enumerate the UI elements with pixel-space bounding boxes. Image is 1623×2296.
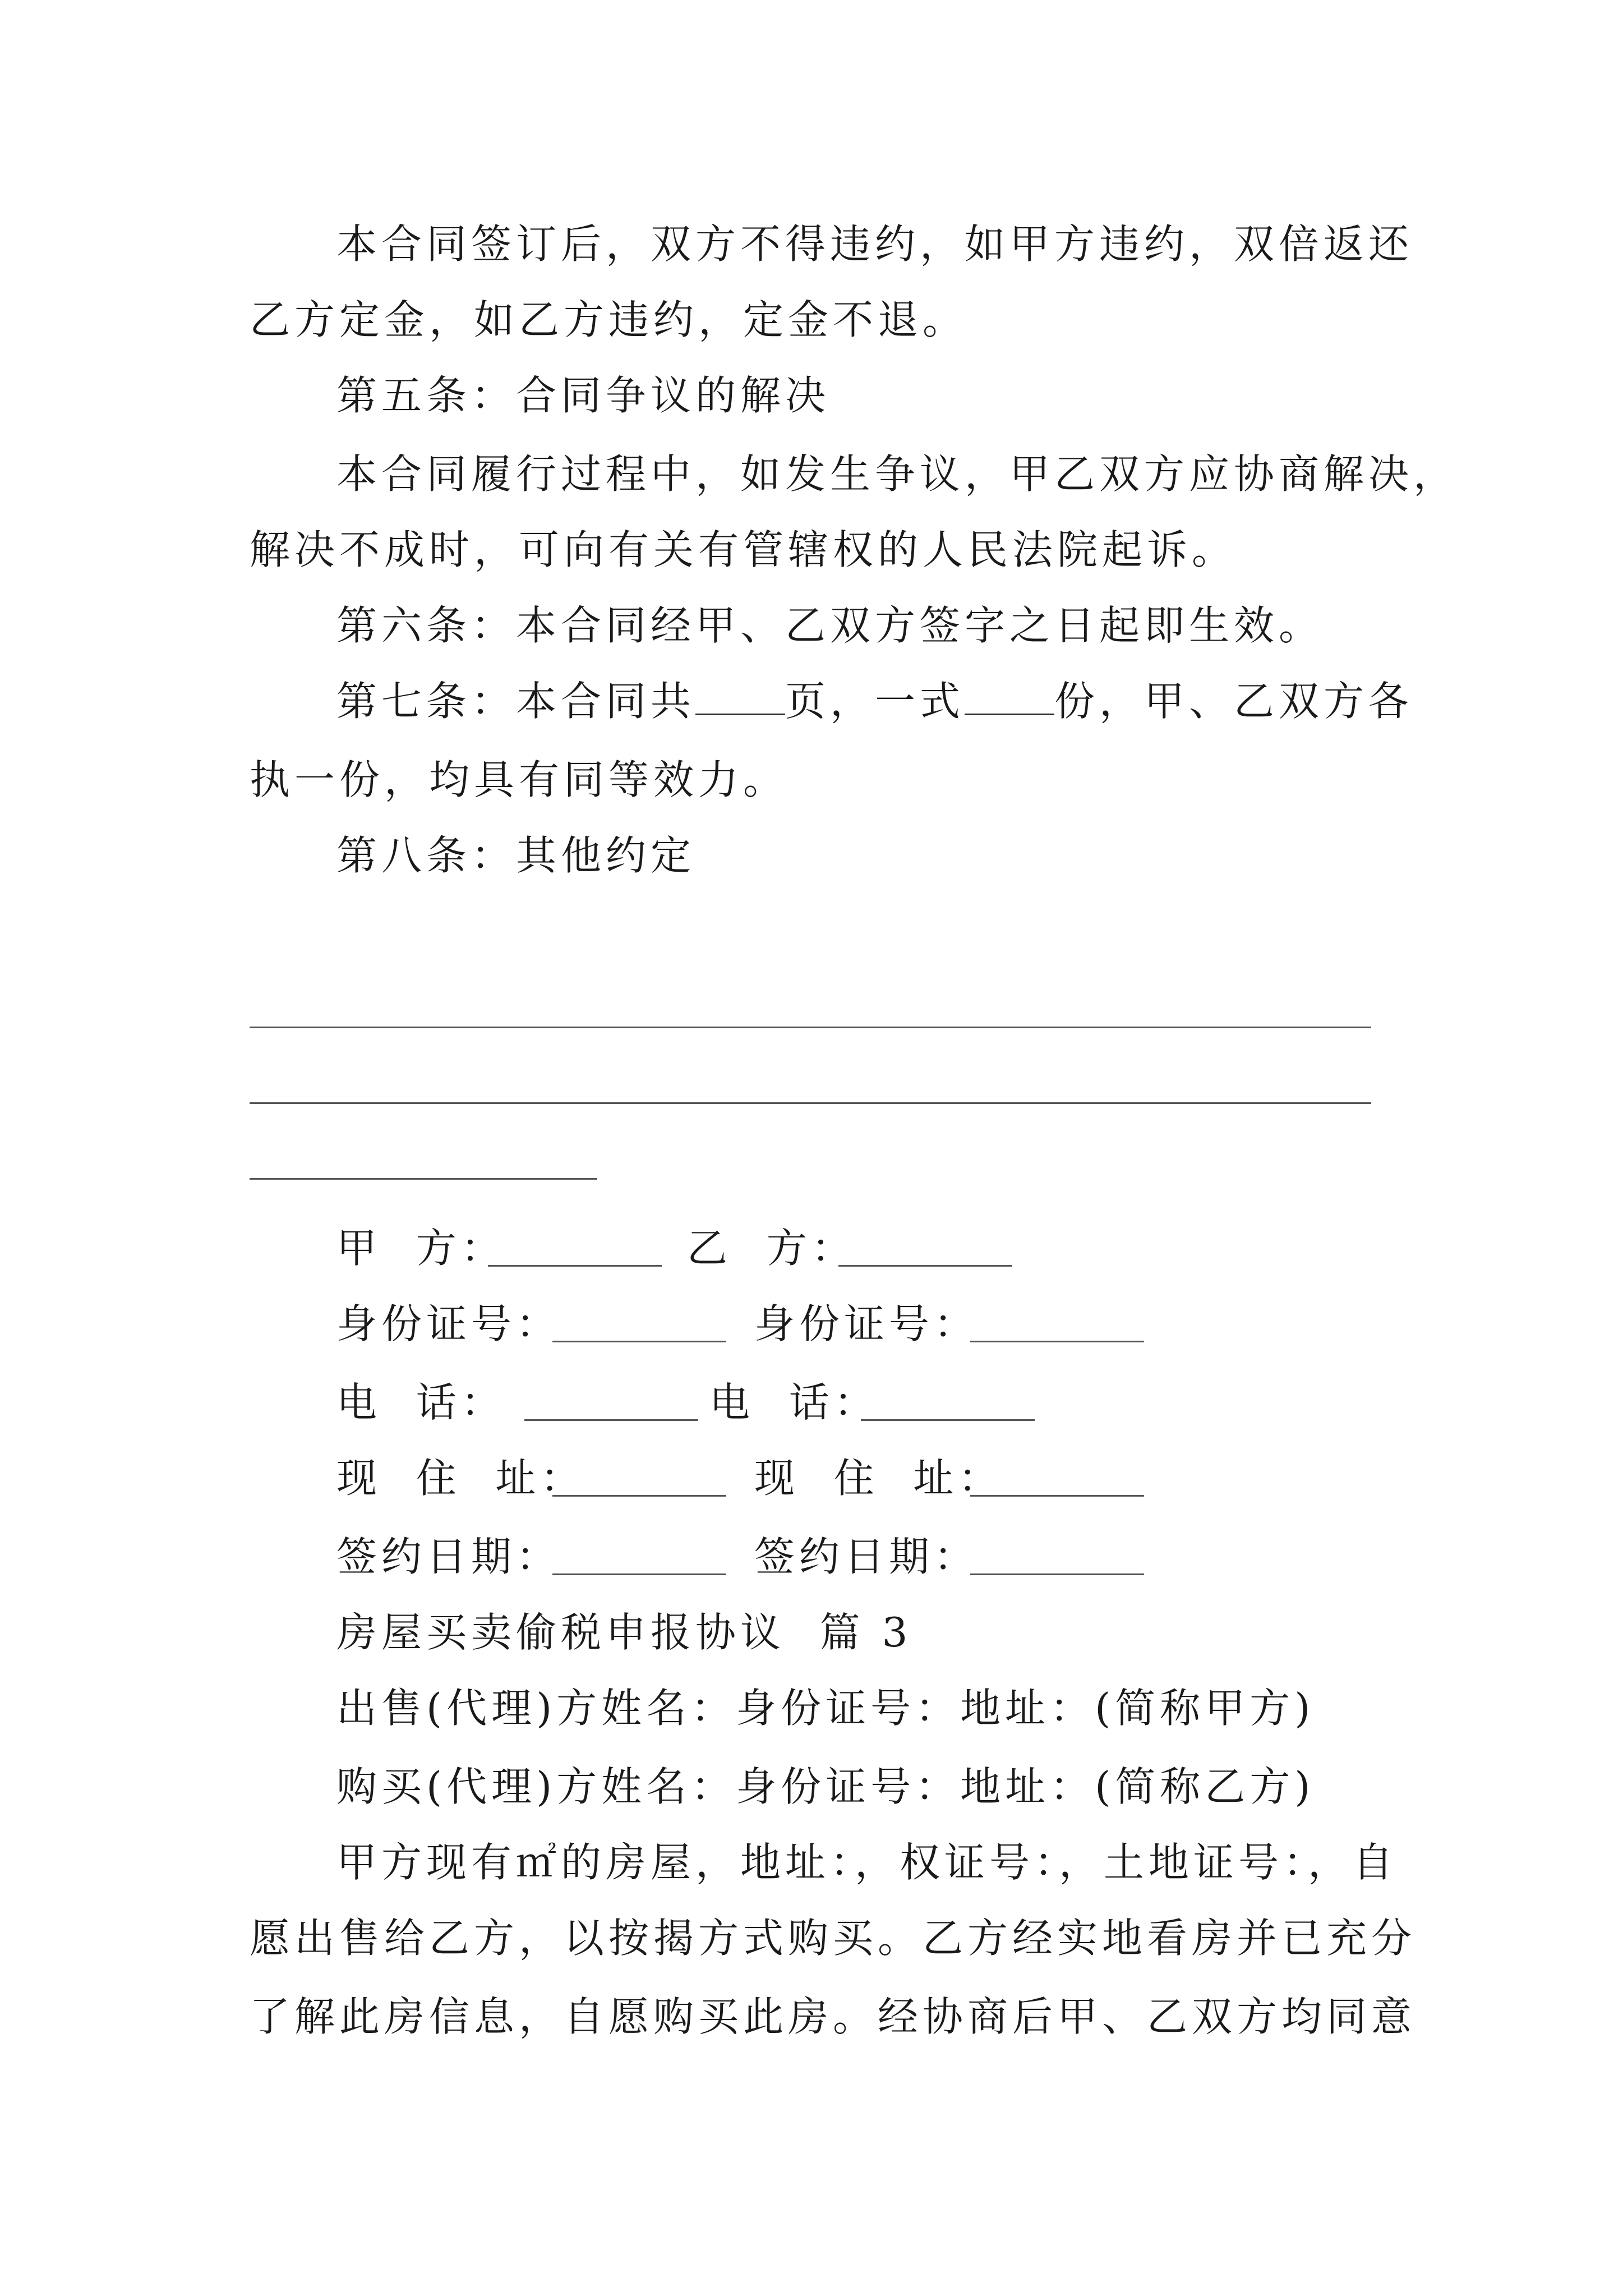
signature-row-address xyxy=(336,1450,1346,1506)
article-7-part-c: 份，甲、乙双方各 xyxy=(1054,678,1414,725)
address-b-blank xyxy=(970,1495,1144,1497)
party-a-label: 甲 方： xyxy=(336,1225,506,1272)
party-b-blank xyxy=(838,1265,1012,1267)
copy-count-blank xyxy=(965,680,1054,715)
paragraph-dispute-line1: 本合同履行过程中，如发生争议，甲乙双方应协商解决， xyxy=(336,450,1459,498)
signature-row-party xyxy=(336,1220,1346,1276)
signature-row-date xyxy=(336,1529,1346,1585)
section-3-title: 房屋买卖偷税申报协议 篇 3 xyxy=(336,1609,912,1656)
article-7-part-a: 第七条：本合同共 xyxy=(336,678,696,725)
signature-row-phone xyxy=(336,1374,1346,1430)
article-5-heading: 第五条：合同争议的解决 xyxy=(336,372,831,419)
other-terms-rule-3 xyxy=(250,1178,597,1180)
other-terms-rule-2 xyxy=(250,1102,1371,1104)
id-b-blank xyxy=(970,1341,1144,1342)
paragraph-dispute-line2: 解决不成时，可向有关有管辖权的人民法院起诉。 xyxy=(250,526,1237,573)
property-paragraph-line1: 甲方现有㎡的房屋，地址：，权证号：，土地证号：，自 xyxy=(336,1839,1398,1886)
id-a-blank xyxy=(552,1341,726,1342)
party-b-label: 乙 方： xyxy=(687,1225,856,1272)
paragraph-breach-line1: 本合同签订后，双方不得违约，如甲方违约，双倍返还 xyxy=(336,220,1414,268)
phone-a-blank xyxy=(524,1419,698,1421)
date-a-label: 签约日期： xyxy=(336,1533,561,1580)
party-a-blank xyxy=(488,1265,662,1267)
phone-a-label: 电 话： xyxy=(336,1379,506,1426)
article-6: 第六条：本合同经甲、乙双方签字之日起即生效。 xyxy=(336,602,1324,649)
article-7-part-b: 页，一式 xyxy=(785,678,965,725)
date-b-blank xyxy=(970,1573,1144,1575)
address-b-label: 现 住 址： xyxy=(754,1455,1003,1502)
id-a-label: 身份证号： xyxy=(336,1300,561,1347)
page-count-blank xyxy=(695,680,785,715)
date-a-blank xyxy=(552,1573,726,1575)
paragraph-breach-line2: 乙方定金，如乙方违约，定金不退。 xyxy=(250,296,968,343)
signature-row-id xyxy=(336,1296,1346,1352)
buyer-info: 购买(代理)方姓名：身份证号：地址：(简称乙方) xyxy=(336,1763,1315,1810)
property-paragraph-line2: 愿出售给乙方，以按揭方式购买。乙方经实地看房并已充分 xyxy=(250,1915,1417,1962)
id-b-label: 身份证号： xyxy=(754,1300,979,1347)
article-7-line2: 执一份，均具有同等效力。 xyxy=(250,756,789,803)
date-b-label: 签约日期： xyxy=(754,1533,979,1580)
phone-b-blank xyxy=(861,1419,1035,1421)
article-8-heading: 第八条：其他约定 xyxy=(336,832,696,879)
seller-info: 出售(代理)方姓名：身份证号：地址：(简称甲方) xyxy=(336,1685,1315,1732)
phone-b-label: 电 话： xyxy=(709,1379,879,1426)
address-a-blank xyxy=(552,1495,726,1497)
other-terms-rule-1 xyxy=(250,1027,1371,1028)
address-a-label: 现 住 址： xyxy=(336,1455,585,1502)
property-paragraph-line3: 了解此房信息，自愿购买此房。经协商后甲、乙双方均同意 xyxy=(250,1993,1417,2040)
article-7-line1 xyxy=(336,673,1475,729)
